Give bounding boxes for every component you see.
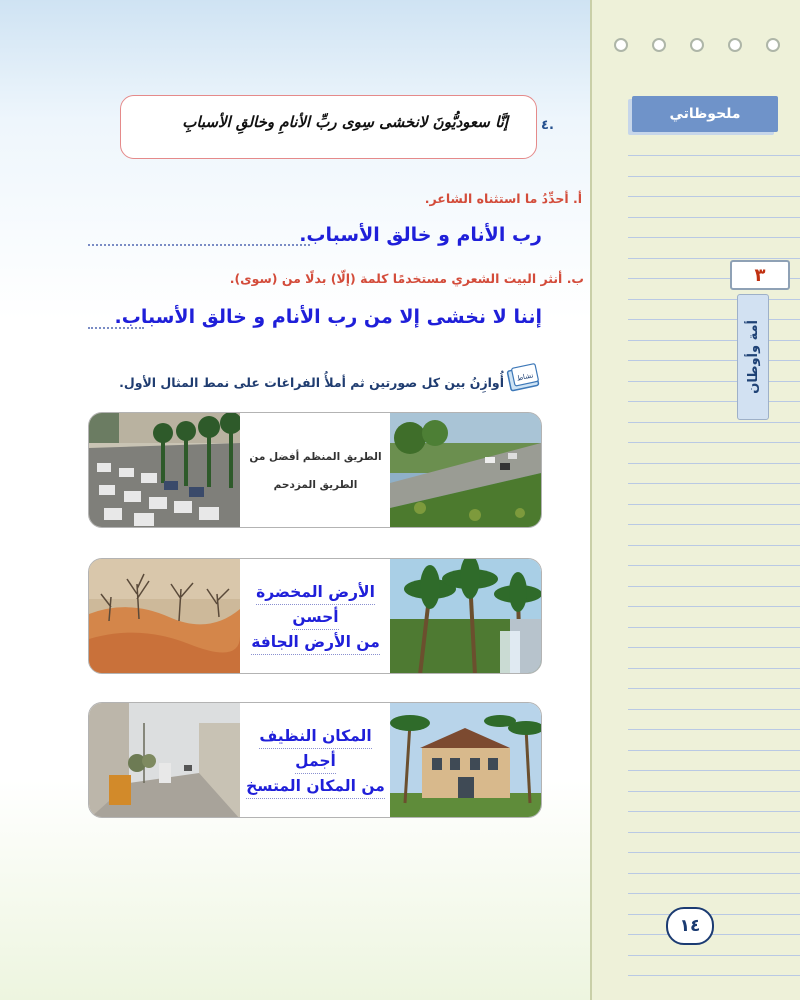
unit-number: ٣ (730, 260, 790, 290)
comparison-card-1 (88, 412, 542, 528)
comparison-2-line1[interactable]: الأرض المخضرة (256, 580, 375, 605)
comparison-text-2 (240, 559, 391, 674)
ruled-line (628, 852, 800, 853)
unit-title: أمة وأوطان (745, 320, 761, 394)
ruled-line (628, 955, 800, 956)
desert-dry-trees-image (89, 559, 240, 674)
ruled-line (628, 729, 800, 730)
comparison-text-3 (240, 703, 391, 818)
answer-a-dots (88, 244, 310, 246)
ruled-line (628, 217, 800, 218)
ruled-line (628, 463, 800, 464)
ruled-line (628, 770, 800, 771)
verse-text: إنَّا سعوديُّونَ لانخشى سِوى ربِّ الأنامِ وخالقِ الأسبابِ (182, 113, 508, 131)
book-icon (506, 361, 542, 393)
ruled-line (628, 750, 800, 751)
ruled-line (628, 524, 800, 525)
comparison-2-line3[interactable]: من الأرض الجافة (251, 630, 380, 655)
verse-box (120, 95, 537, 159)
ruled-line (628, 565, 800, 566)
binder-hole-icon (614, 38, 628, 52)
ruled-line (628, 668, 800, 669)
ruled-line (628, 606, 800, 607)
ruled-line (628, 422, 800, 423)
ruled-line (628, 401, 800, 402)
ruled-line (628, 709, 800, 710)
ruled-line (628, 647, 800, 648)
ruled-line (628, 340, 800, 341)
ruled-line (628, 237, 800, 238)
ruled-line (628, 975, 800, 976)
question-a-prompt: أ. أحدِّدُ ما استثناه الشاعر. (424, 191, 582, 206)
comparison-2-line2[interactable]: أحسن (292, 605, 338, 630)
villa-palms-image (390, 703, 541, 818)
ruled-line (628, 155, 800, 156)
ruled-line (628, 442, 800, 443)
palm-trees-water-image (390, 559, 541, 674)
ruled-line (628, 504, 800, 505)
binder-hole-icon (728, 38, 742, 52)
ruled-line (628, 360, 800, 361)
green-road-image (390, 413, 541, 528)
unit-title-tab (737, 294, 769, 420)
ruled-line (628, 627, 800, 628)
verse-number: ٤. (541, 118, 554, 133)
ruled-line (628, 893, 800, 894)
ruled-line (628, 176, 800, 177)
ruled-line (628, 914, 800, 915)
comparison-1-line1: الطريق المنظم أفضل من (249, 451, 382, 463)
ruled-line (628, 811, 800, 812)
comparison-3-line3[interactable]: من المكان المتسخ (246, 774, 385, 799)
ruled-line (628, 196, 800, 197)
answer-a[interactable]: رب الأنام و خالق الأسباب. (299, 224, 542, 246)
ruled-line (628, 381, 800, 382)
ruled-line (628, 791, 800, 792)
ruled-line (628, 586, 800, 587)
comparison-card-2 (88, 558, 542, 674)
ruled-line (628, 688, 800, 689)
ruled-line (628, 545, 800, 546)
notes-label: ملحوظاتي (632, 96, 778, 132)
comparison-3-line2[interactable]: أجمل (295, 749, 336, 774)
dirty-alley-image (89, 703, 240, 818)
traffic-jam-image (89, 413, 240, 528)
question-b-prompt: ب. أنثر البيت الشعري مستخدمًا كلمة (إلّا) بدلًا من (سوى). (229, 271, 584, 286)
page-number: ١٤ (666, 907, 714, 945)
ruled-line (628, 832, 800, 833)
binder-hole-icon (690, 38, 704, 52)
comparison-card-3 (88, 702, 542, 818)
comparison-text-1 (240, 413, 391, 528)
ruled-line (628, 258, 800, 259)
ruled-line (628, 873, 800, 874)
comparison-3-line1[interactable]: المكان النظيف (259, 724, 371, 749)
answer-b[interactable]: إننا لا نخشى إلا من رب الأنام و خالق الأسباب. (114, 306, 542, 328)
ruled-line (628, 299, 800, 300)
activity-badge: نشاط (515, 371, 535, 383)
notes-sidebar (590, 0, 800, 1000)
comparison-1-line2: الطريق المزدحم (273, 479, 358, 491)
binder-hole-icon (766, 38, 780, 52)
activity-instruction: أُوازِنُ بين كل صورتين ثم أملأُ الفراغات على نمط المثال الأول. (119, 375, 504, 390)
ruled-line (628, 483, 800, 484)
binder-hole-icon (652, 38, 666, 52)
ruled-line (628, 934, 800, 935)
ruled-line (628, 319, 800, 320)
